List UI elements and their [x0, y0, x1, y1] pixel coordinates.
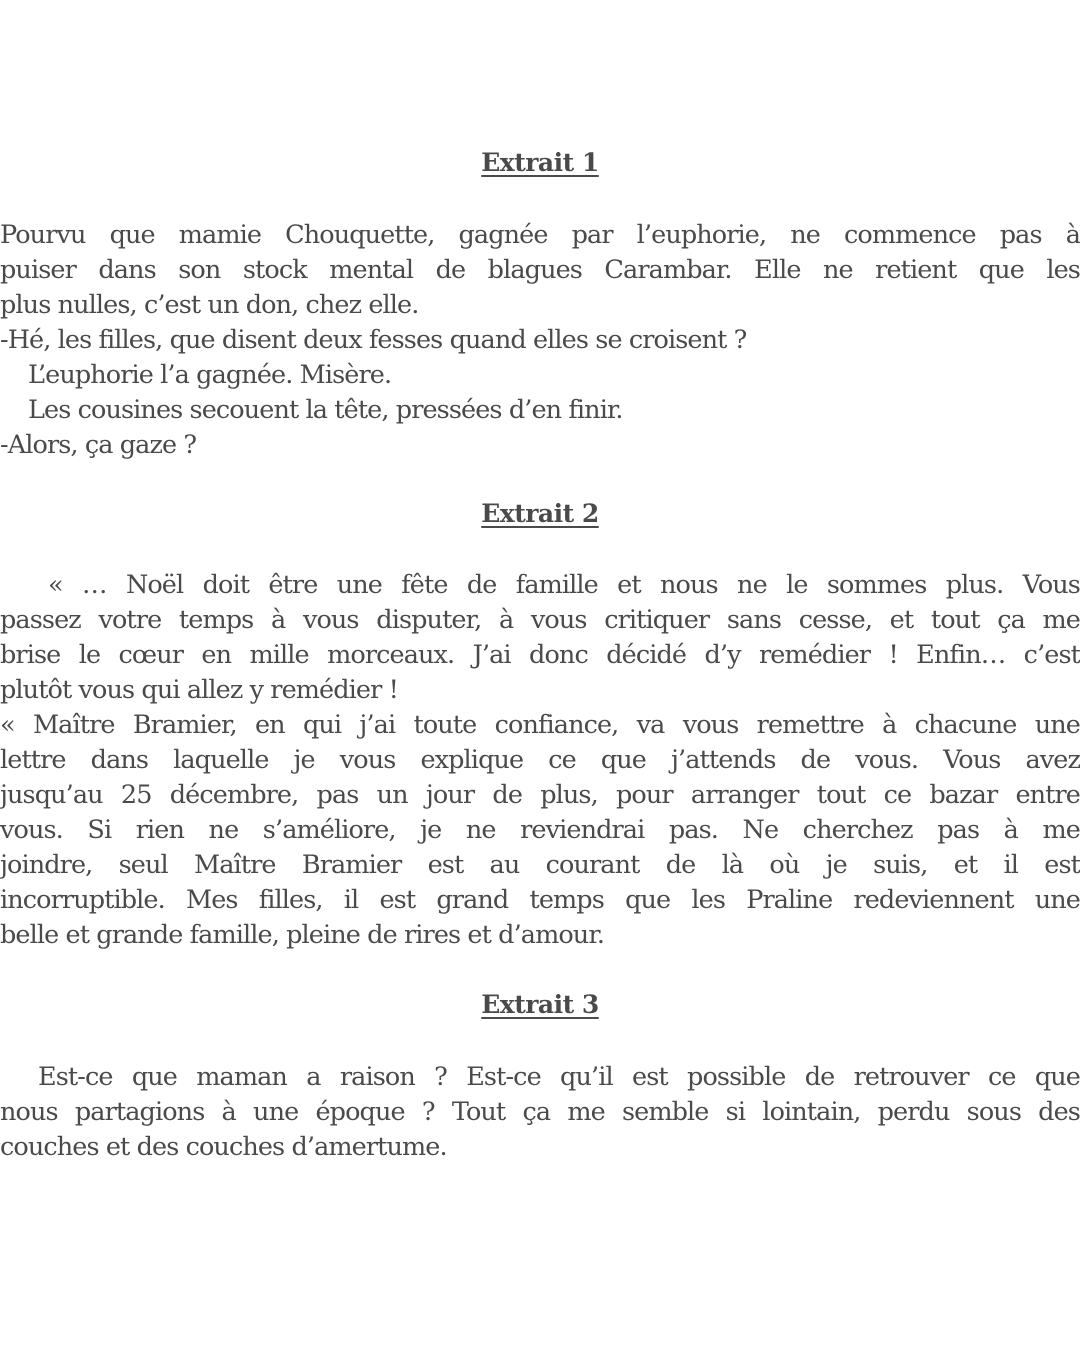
text-line: puiser dans son stock mental de blagues Carambar. Elle ne retient que les — [0, 255, 1080, 285]
text-line: passez votre temps à vous disputer, à vous critiquer sans cesse, et tout ça me — [0, 605, 1080, 635]
extract-1-paragraph — [0, 218, 1080, 463]
narration-line: L’euphorie l’a gagnée. Misère. — [28, 360, 392, 390]
extract-3-heading: Extrait 3 — [481, 990, 599, 1019]
text-line: vous. Si rien ne s’améliore, je ne reviendrai pas. Ne cherchez pas à me — [0, 815, 1080, 845]
text-line: plus nulles, c’est un don, chez elle. — [0, 290, 419, 320]
extract-1-heading: Extrait 1 — [481, 148, 599, 177]
extract-2-paragraph-1 — [0, 568, 1080, 708]
text-line: « … Noël doit être une fête de famille et nous ne le sommes plus. Vous — [48, 570, 1080, 600]
text-line: « Maître Bramier, en qui j’ai toute confiance, va vous remettre à chacune une — [0, 710, 1080, 740]
text-line: couches et des couches d’amertume. — [0, 1132, 447, 1162]
dialogue-line: -Hé, les filles, que disent deux fesses quand elles se croisent ? — [0, 325, 747, 355]
text-line: incorruptible. Mes filles, il est grand temps que les Praline redeviennent une — [0, 885, 1080, 915]
narration-line: Les cousines secouent la tête, pressées d’en finir. — [28, 395, 623, 425]
text-line: nous partagions à une époque ? Tout ça me semble si lointain, perdu sous des — [0, 1097, 1080, 1127]
extract-3-paragraph — [0, 1060, 1080, 1165]
text-line: joindre, seul Maître Bramier est au courant de là où je suis, et il est — [0, 850, 1080, 880]
text-line: Est-ce que maman a raison ? Est-ce qu’il est possible de retrouver ce que — [38, 1062, 1080, 1092]
extract-2-heading: Extrait 2 — [481, 499, 599, 528]
text-line: brise le cœur en mille morceaux. J’ai donc décidé d’y remédier ! Enfin… c’est — [0, 640, 1080, 670]
text-line: belle et grande famille, pleine de rires et d’amour. — [0, 920, 605, 950]
text-line: plutôt vous qui allez y remédier ! — [0, 675, 398, 705]
dialogue-line: -Alors, ça gaze ? — [0, 430, 197, 460]
text-line: Pourvu que mamie Chouquette, gagnée par l’euphorie, ne commence pas à — [0, 220, 1080, 250]
text-line: lettre dans laquelle je vous explique ce que j’attends de vous. Vous avez — [0, 745, 1080, 775]
text-line: jusqu’au 25 décembre, pas un jour de plus, pour arranger tout ce bazar entre — [0, 780, 1080, 810]
extract-2-paragraph-2 — [0, 708, 1080, 953]
